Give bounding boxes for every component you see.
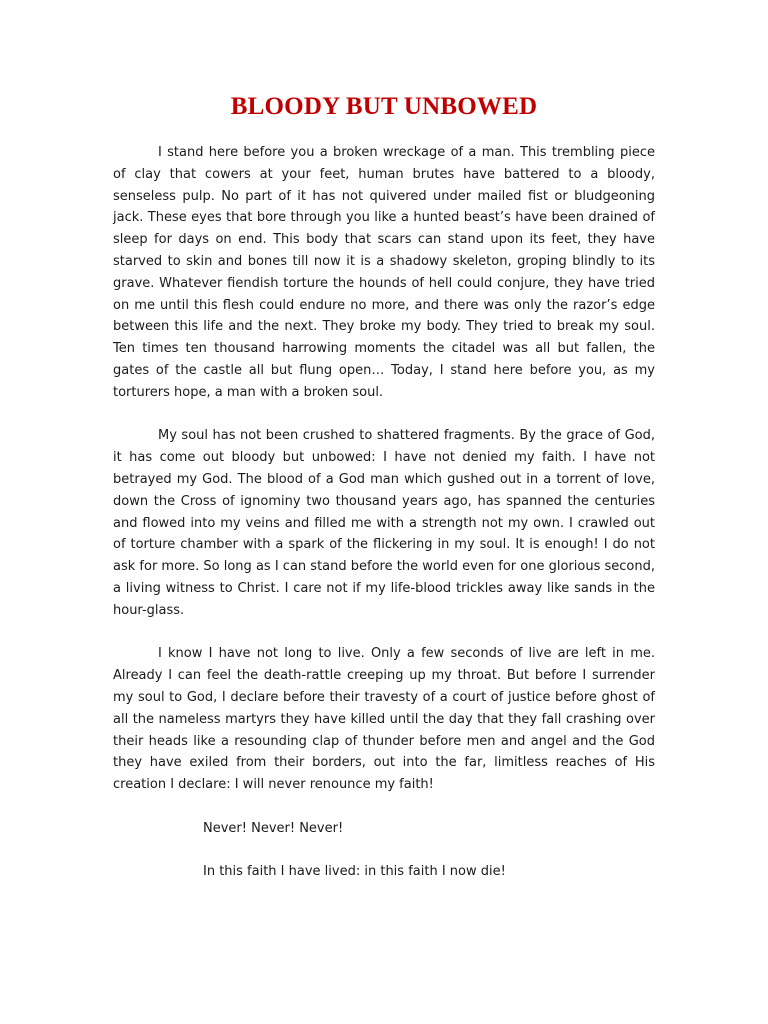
paragraph-2: My soul has not been crushed to shattered fragments. By the grace of God, it has come out bloody but unbowed: I have not denied my faith. I have not betrayed my God. The blood of a God man which gushed out in a torrent of love, down the Cross of ignominy two thousand years ago, has spanned the centuries and flowed into my veins and filled me with a strength not my own. I crawled out of torture chamber with a spark of the flickering in my soul. It is enough! I do not ask for more. So long as I can stand before the world even for one glorious second, a living witness to Christ. I care not if my life-blood trickles away like sands in the hour-glass. <box>113 428 655 618</box>
closing-line-1: Never! Never! Never! <box>203 820 344 836</box>
paragraph-1: I stand here before you a broken wreckage of a man. This trembling piece of clay that cowers at your feet, human brutes have battered to a bloody, senseless pulp. No part of it has not quivered under mailed fist or bludgeoning jack. These eyes that bore through you like a hunted beast’s have been drained of sleep for days on end. This body that scars can stand upon its feet, they have starved to skin and bones till now it is a shadowy skeleton, groping blindly to its grave. Whatever fiendish torture the hounds of hell could conjure, they have tried on me until this flesh could endure no more, and there was only the razor’s edge between this life and the next. They broke my body. They tried to break my soul. Ten times ten thousand harrowing moments the citadel was all but fallen, the gates of the castle all but flung open… Today, I stand here before you, as my torturers hope, a man with a broken soul. <box>113 145 655 400</box>
page-title: BLOODY BUT UNBOWED <box>230 93 538 120</box>
document-body <box>113 142 655 905</box>
paragraph-3: I know I have not long to live. Only a few seconds of live are left in me. Already I can feel the death-rattle creeping up my throat. But before I surrender my soul to God, I declare before their travesty of a court of justice before ghost of all the nameless martyrs they have killed until the day that they fall crashing over their heads like a resounding clap of thunder before men and angel and the God they have exiled from their borders, out into the far, limitless reaches of His creation I declare: I will never renounce my faith! <box>113 646 655 793</box>
closing-line-2: In this faith I have lived: in this faith I now die! <box>203 864 506 880</box>
